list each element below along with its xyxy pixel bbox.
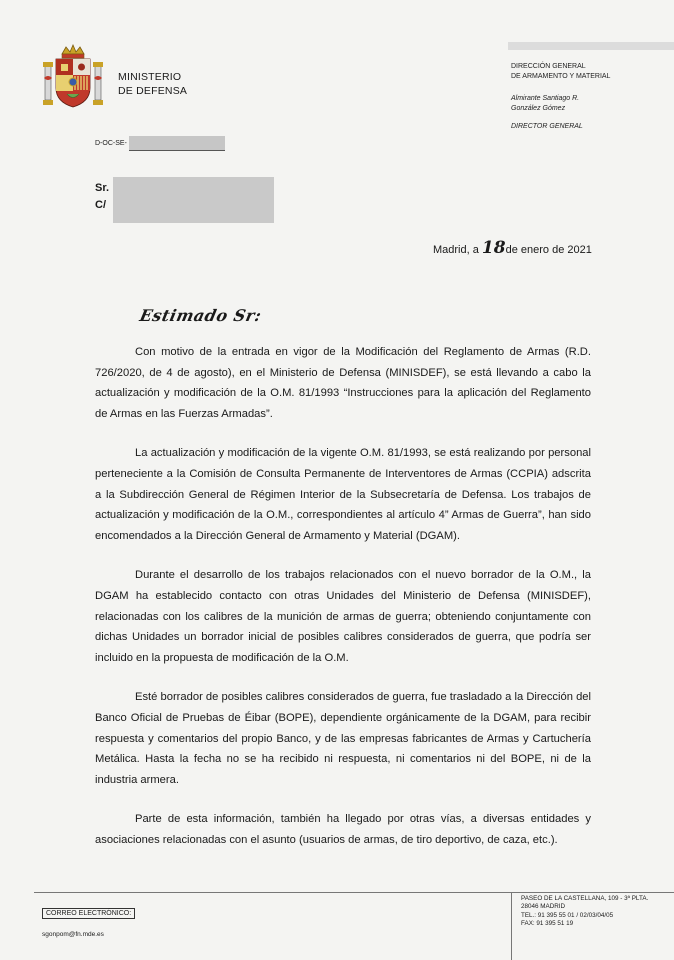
director-role: DIRECTOR GENERAL xyxy=(511,123,583,130)
letter-date xyxy=(433,238,592,258)
ministry-name xyxy=(118,70,187,98)
director-name-line-1: Almirante Santiago R. xyxy=(511,95,580,102)
address-line-2: 28046 MADRID xyxy=(521,903,566,911)
letter-body xyxy=(95,342,591,869)
document-reference xyxy=(95,136,225,151)
header-department-block xyxy=(511,62,610,132)
coat-of-arms-icon xyxy=(42,44,104,110)
header-rule xyxy=(508,42,674,50)
paragraph: Esté borrador de posibles calibres considerados de guerra, fue trasladado a la Dirección del Banco Oficial de Pruebas de Éibar (BOPE), dependiente orgánicamente de la DGAM, para recibir respuesta y comentarios del propio Banco, y de las empresas fabricantes de Armas y Cartuchería Metálica. Hasta la fecha no se ha recibido ni respuesta, ni comentarios ni del BOPE, ni de la industria armera. xyxy=(95,691,591,786)
phone-numbers: TEL.: 91 395 55 01 / 02/03/04/05 xyxy=(521,911,614,919)
recipient-redaction xyxy=(113,177,274,223)
recipient-title: Sr. xyxy=(95,182,110,194)
date-day-handwritten: 18 xyxy=(481,238,506,258)
fax-number: FAX: 91 395 51 19 xyxy=(521,919,574,927)
paragraph: La actualización y modificación de la vigente O.M. 81/1993, se está realizando por personal perteneciente a la Comisión de Consulta Permanente de Interventores de Armas (CCPIA) adscrita a la Subdirección General de Régimen Interior de la Subsecretaría de Defensa. Los trabajos de actualización y modificación de la O.M., correspondientes al artículo 4” Armas de Guerra”, han sido encomendados a la Dirección General de Armamento y Material (DGAM). xyxy=(95,447,591,542)
department-line-2: DE ARMAMENTO Y MATERIAL xyxy=(511,73,611,80)
reference-redaction xyxy=(129,136,225,151)
email-address: sgonpom@fn.mde.es xyxy=(42,931,104,938)
footer-rule xyxy=(34,892,674,893)
date-prefix: Madrid, a xyxy=(433,244,482,256)
ministry-line-1: MINISTERIO xyxy=(118,71,182,83)
ministry-line-2: DE DEFENSA xyxy=(118,85,188,97)
recipient-address: C/ xyxy=(95,199,106,211)
email-label: CORREO ELECTRÓNICO: xyxy=(42,908,135,919)
director-name-line-2: González Gómez xyxy=(511,105,566,112)
department-line-1: DIRECCIÓN GENERAL xyxy=(511,63,586,70)
paragraph: Parte de esta información, también ha llegado por otras vías, a diversas entidades y asociaciones relacionadas con el asunto (usuarios de armas, de tiro deportivo, de caza, etc.). xyxy=(95,813,591,846)
footer-separator xyxy=(511,892,512,960)
handwritten-salutation: Estimado Sr: xyxy=(137,306,264,325)
paragraph: Durante el desarrollo de los trabajos relacionados con el nuevo borrador de la O.M., la DGAM ha establecido contacto con otras Unidades del Ministerio de Defensa (MINISDEF), relacionadas con los calibres de la munición de armas de guerra; obteniendo conjuntamente con dichas Unidades un borrador inicial de posibles calibres considerados de guerra, que podría ser incluido en la propuesta de modificación de la O.M. xyxy=(95,569,591,664)
date-suffix: de enero de 2021 xyxy=(505,244,592,256)
reference-code: D-OC-SE- xyxy=(95,140,127,147)
paragraph: Con motivo de la entrada en vigor de la Modificación del Reglamento de Armas (R.D. 726/2020, de 4 de agosto), en el Ministerio de Defensa (MINISDEF), se está llevando a cabo la actualización y modificación de la O.M. 81/1993 “Instrucciones para la aplicación del Reglamento de Armas en las Fuerzas Armadas”. xyxy=(95,346,591,420)
postal-address xyxy=(521,895,648,928)
address-line-1: PASEO DE LA CASTELLANA, 109 - 3ª PLTA. xyxy=(521,895,649,902)
recipient-block xyxy=(95,180,109,214)
